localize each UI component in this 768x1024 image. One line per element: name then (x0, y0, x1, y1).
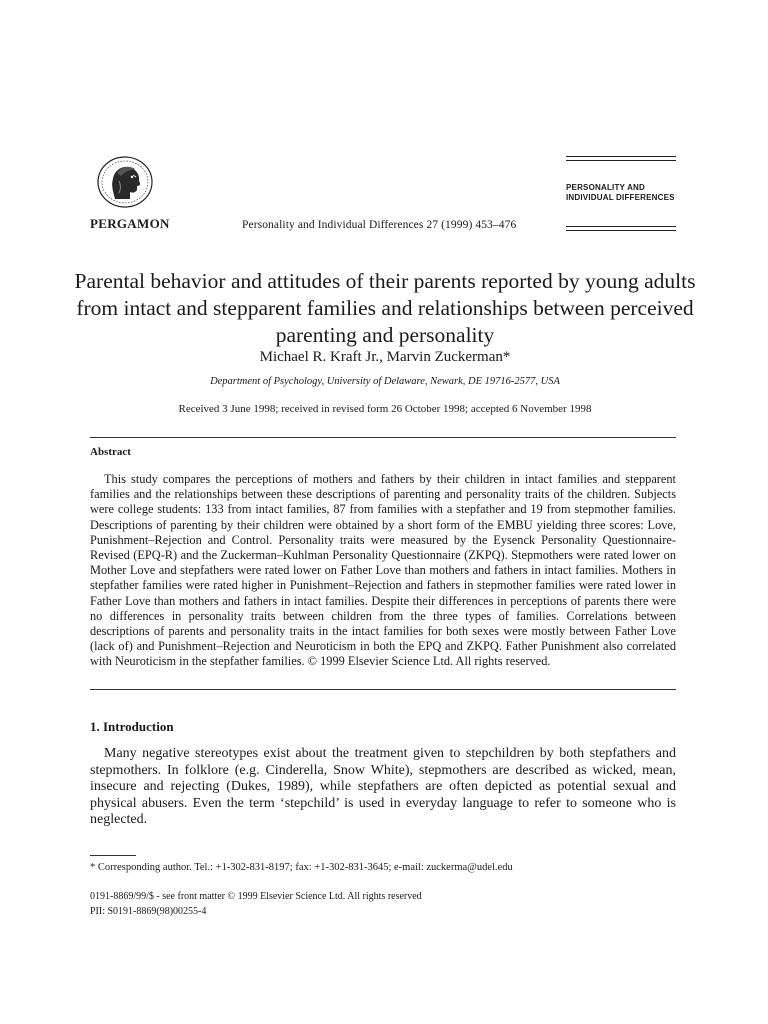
pii-line: PII: S0191-8869(98)00255-4 (90, 906, 207, 917)
section-heading-introduction: 1. Introduction (90, 719, 174, 734)
corresponding-author-footnote: * Corresponding author. Tel.: +1-302-831-8197; fax: +1-302-831-3645; e-mail: zuckerma@udel.edu (90, 862, 513, 873)
journal-brand-line1: PERSONALITY AND (566, 183, 646, 192)
brand-rule-bottom-2 (566, 230, 676, 231)
brand-rule-top-2 (566, 160, 676, 161)
brand-rule-top-1 (566, 156, 676, 157)
article-dates: Received 3 June 1998; received in revised form 26 October 1998; accepted 6 November 1998 (178, 403, 592, 415)
abstract-heading: Abstract (90, 446, 131, 458)
journal-brand-line2: INDIVIDUAL DIFFERENCES (566, 193, 675, 202)
copyright-block (90, 889, 422, 919)
journal-brand (566, 183, 686, 203)
brand-rule-bottom-1 (566, 226, 676, 227)
journal-citation: Personality and Individual Differences 27 (1999) 453–476 (242, 219, 517, 231)
abstract-bottom-rule (90, 689, 676, 690)
article-authors: Michael R. Kraft Jr., Marvin Zuckerman* (259, 349, 511, 365)
footnote-rule (90, 855, 136, 856)
publisher-name: PERGAMON (90, 216, 170, 231)
publisher-logo (95, 155, 159, 211)
article-title: Parental behavior and attitudes of their parents reported by young adults from intact and stepparent families and relationships between perceived parenting and personality (74, 269, 696, 347)
introduction-paragraph: Many negative stereotypes exist about the treatment given to stepchildren by both stepfathers and stepmothers. In folklore (e.g. Cinderella, Snow White), stepmothers are described as wicked, mean, insecure and rejecting (Dukes, 1989), while stepfathers are often depicted as potential sexual and physical abusers. Even the term ‘stepchild’ is used in everyday language to refer to someone who is neglected. (90, 746, 676, 828)
copyright-line: 0191-8869/99/$ - see front matter © 1999 Elsevier Science Ltd. All rights reserved (90, 891, 422, 902)
abstract-top-rule (90, 437, 676, 438)
author-affiliation: Department of Psychology, University of Delaware, Newark, DE 19716-2577, USA (210, 376, 560, 387)
abstract-text: This study compares the perceptions of mothers and fathers by their children in intact families and stepparent families and the relationships between these descriptions of parenting and personality traits of the children. Subjects were college students: 133 from intact families, 87 from families with a stepfather and 19 from stepmother families. Descriptions of parenting by their children were obtained by a short form of the EMBU yielding three scores: Love, Punishment–Rejection and Control. Personality traits were measured by the Eysenck Personality Questionnaire-Revised (EPQ-R) and the Zuckerman–Kuhlman Personality Questionnaire (ZKPQ). Stepmothers were rated lower on Mother Love and stepfathers were rated lower on Father Love than mothers and fathers in intact families. Mothers in stepfather families were rated higher in Punishment–Rejection and fathers in stepmother families were rated lower in Father Love than mothers and fathers in intact families. Despite their differences in perceptions of parents there were no differences in personality traits between children from the three types of families. Correlations between descriptions of parents and personality traits in the intact families for both sexes were mostly between Father Love (lack of) and Punishment–Rejection and Neuroticism in both the EPQ and ZKPQ. Father Punishment also correlated with Neuroticism in the stepfather families. © 1999 Elsevier Science Ltd. All rights reserved. (90, 472, 676, 669)
